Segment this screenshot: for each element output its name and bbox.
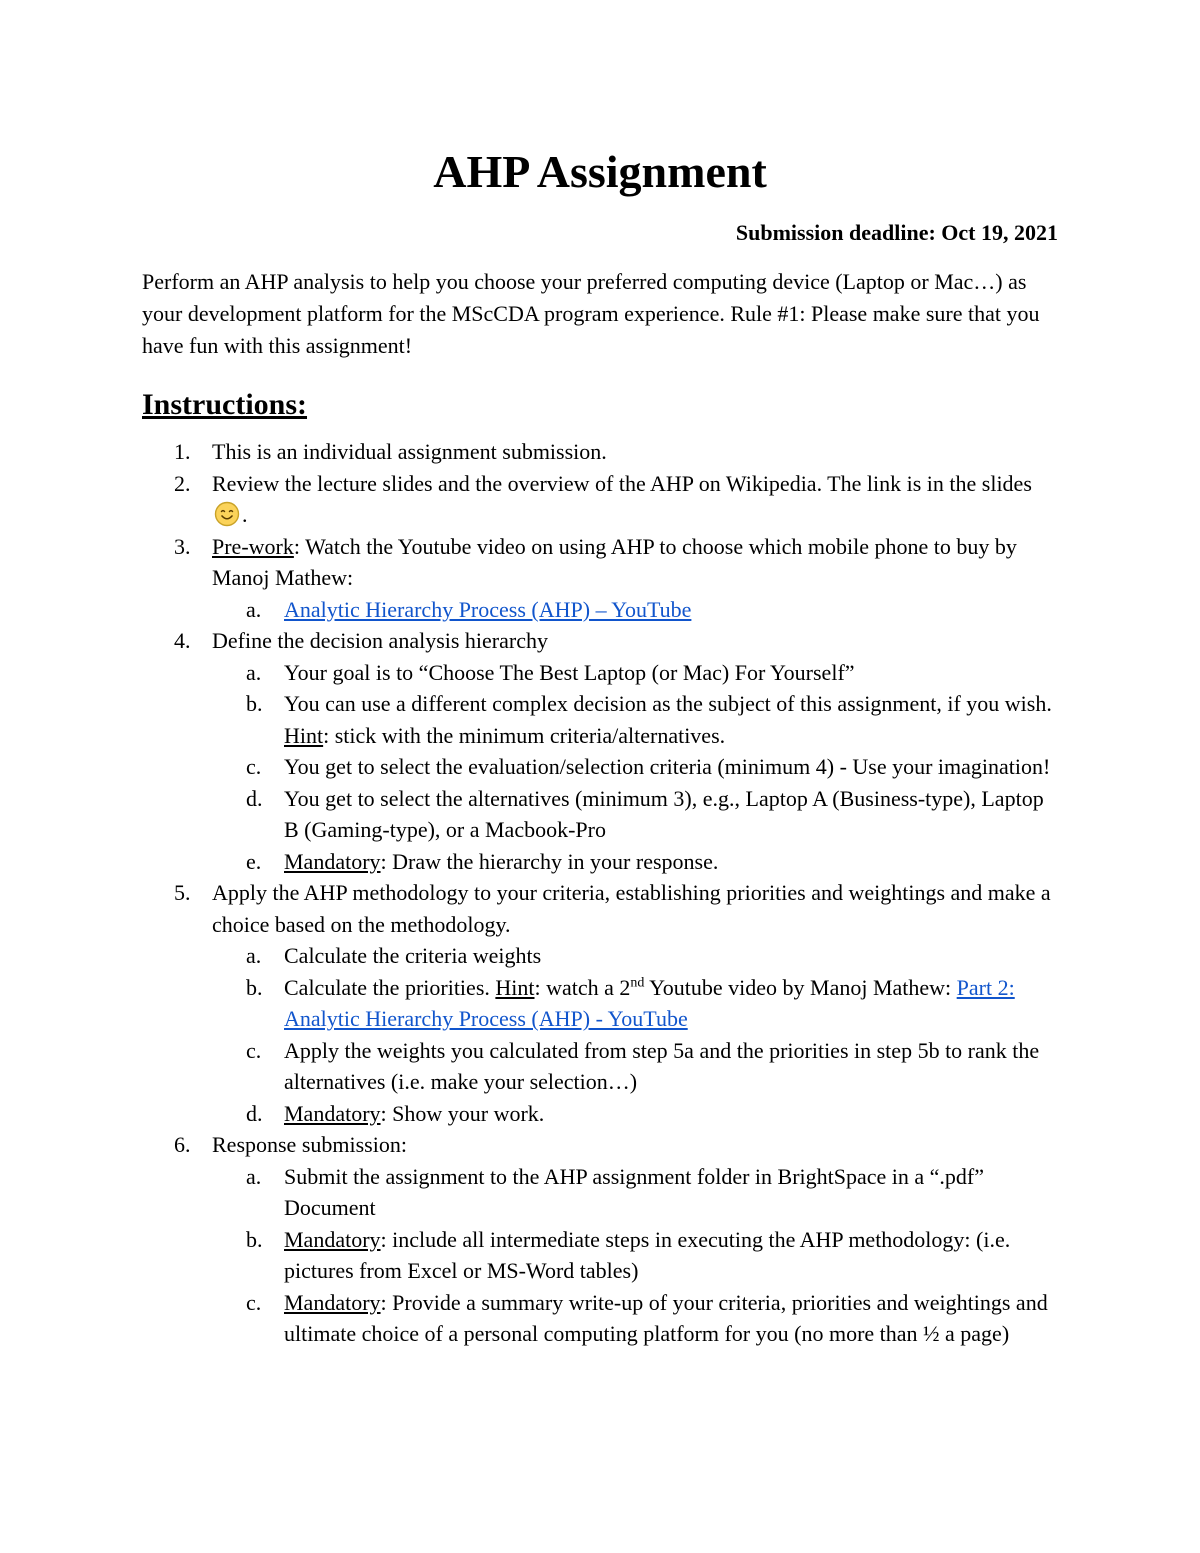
sub-item-text: You get to select the alternatives (minimum 3), e.g., Laptop A (Business-type), Laptop B (Gaming-type), or a Macbook-Pro: [284, 785, 1044, 842]
sub-item-text: You get to select the evaluation/selection criteria (minimum 4) - Use your imagination!: [284, 754, 1051, 779]
sub-item-text: Submit the assignment to the AHP assignment folder in BrightSpace in a “.pdf” Document: [284, 1163, 985, 1220]
sub-item-letter: a.: [246, 596, 262, 622]
sub-item-letter: a.: [246, 943, 262, 968]
sub-item-letter: b.: [246, 974, 263, 1000]
sub-item-text-end: : stick with the minimum criteria/alternatives.: [323, 722, 726, 748]
intro-paragraph: Perform an AHP analysis to help you choose your preferred computing device (Laptop or Mac…) as your development platform for the MScCDA program experience. Rule #1: Please make sure that you have fun with this assignment!: [142, 269, 1040, 358]
item-number: 4.: [174, 628, 191, 653]
item-number: 5.: [174, 880, 191, 905]
sub-item-text: Calculate the priorities.: [284, 974, 496, 1000]
instruction-item-3: [142, 531, 1058, 626]
sub-item-6a: [212, 1161, 1058, 1224]
sub-item-4d: [212, 783, 1058, 846]
mandatory-label: Mandatory: [284, 1289, 381, 1315]
sub-item-4c: [212, 751, 1058, 783]
sub-item-text: You can use a different complex decision as the subject of this assignment, if you wish.: [284, 691, 1052, 716]
sub-list: [212, 940, 1058, 1129]
page-title: AHP Assignment: [433, 146, 767, 197]
sub-list: [212, 657, 1058, 878]
instruction-item-5: [142, 877, 1058, 1129]
instruction-item-6: [142, 1129, 1058, 1350]
sub-item-letter: a.: [246, 659, 262, 685]
sub-item-6c: [212, 1287, 1058, 1350]
sub-item-text: : Provide a summary write-up of your criteria, priorities and weightings and ultimate choice of a personal computing platform for you (no more than ½ a page): [284, 1289, 1048, 1346]
sub-item-text-mid: : watch a 2: [534, 974, 631, 1000]
sub-item-5d: [212, 1098, 1058, 1130]
sub-item-3a: [212, 594, 1058, 626]
item-text: Apply the AHP methodology to your criteria, establishing priorities and weightings and make a choice based on the methodology.: [212, 880, 1051, 937]
sub-item-text: : Draw the hierarchy in your response.: [380, 848, 719, 874]
sub-item-text: : Show your work.: [380, 1100, 545, 1126]
sub-item-6b: [212, 1224, 1058, 1287]
item-number: 2.: [174, 470, 191, 496]
youtube-video-link-1[interactable]: Analytic Hierarchy Process (AHP) – YouTube: [284, 596, 692, 622]
sub-item-text: Apply the weights you calculated from step 5a and the priorities in step 5b to rank the alternatives (i.e. make your selection…): [284, 1037, 1040, 1094]
sub-item-text: Calculate the criteria weights: [284, 943, 542, 968]
ordinal-superscript: nd: [630, 975, 645, 991]
youtube-video-link-2[interactable]: Part 2: Analytic Hierarchy Process (AHP) - YouTube: [284, 974, 1015, 1031]
instruction-item-1: [142, 436, 1058, 468]
sub-item-letter: c.: [246, 1289, 262, 1315]
hint-label: Hint: [495, 974, 535, 1000]
item-number: 3.: [174, 533, 191, 559]
sub-item-4a: [212, 657, 1058, 689]
instruction-item-4: [142, 625, 1058, 877]
smiley-face-icon: [214, 501, 240, 527]
sub-item-letter: d.: [246, 1100, 263, 1126]
item-text: Response submission:: [212, 1132, 407, 1157]
sub-item-4b: [212, 688, 1058, 751]
sub-item-letter: b.: [246, 1226, 263, 1252]
sub-item-4e: [212, 846, 1058, 878]
instructions-heading: Instructions:: [142, 388, 308, 421]
submission-deadline: Submission deadline: Oct 19, 2021: [735, 220, 1058, 245]
item-text: Review the lecture slides and the overview of the AHP on Wikipedia. The link is in the slides: [212, 470, 1032, 496]
hint-label: Hint: [284, 722, 324, 748]
mandatory-label: Mandatory: [284, 1226, 381, 1252]
sub-item-text: : include all intermediate steps in executing the AHP methodology: (i.e. pictures from Excel or MS-Word tables): [284, 1226, 1011, 1283]
sub-item-text: Your goal is to “Choose The Best Laptop (or Mac) For Yourself”: [284, 659, 855, 685]
sub-item-letter: d.: [246, 785, 263, 811]
sub-list: [212, 594, 1058, 626]
sub-item-5b: [212, 972, 1058, 1035]
sub-item-letter: a.: [246, 1163, 262, 1189]
mandatory-label: Mandatory: [284, 848, 381, 874]
item-text: : Watch the Youtube video on using AHP to choose which mobile phone to buy by Manoj Mathew:: [212, 533, 1017, 590]
sub-list: [212, 1161, 1058, 1350]
item-text: Define the decision analysis hierarchy: [212, 628, 548, 653]
item-number: 6.: [174, 1132, 191, 1157]
sub-item-letter: c.: [246, 1037, 262, 1063]
sub-item-letter: e.: [246, 848, 262, 874]
item-text: This is an individual assignment submission.: [212, 439, 607, 464]
sub-item-5a: [212, 940, 1058, 972]
instructions-list: [142, 436, 1058, 1350]
sub-item-letter: c.: [246, 754, 262, 779]
item-number: 1.: [174, 439, 191, 464]
mandatory-label: Mandatory: [284, 1100, 381, 1126]
instruction-item-2: [142, 468, 1058, 531]
item-text-end: .: [242, 502, 248, 527]
pre-work-label: Pre-work: [212, 533, 294, 559]
sub-item-letter: b.: [246, 691, 263, 716]
sub-item-5c: [212, 1035, 1058, 1098]
sub-item-text-end: Youtube video by Manoj Mathew:: [644, 974, 957, 1000]
